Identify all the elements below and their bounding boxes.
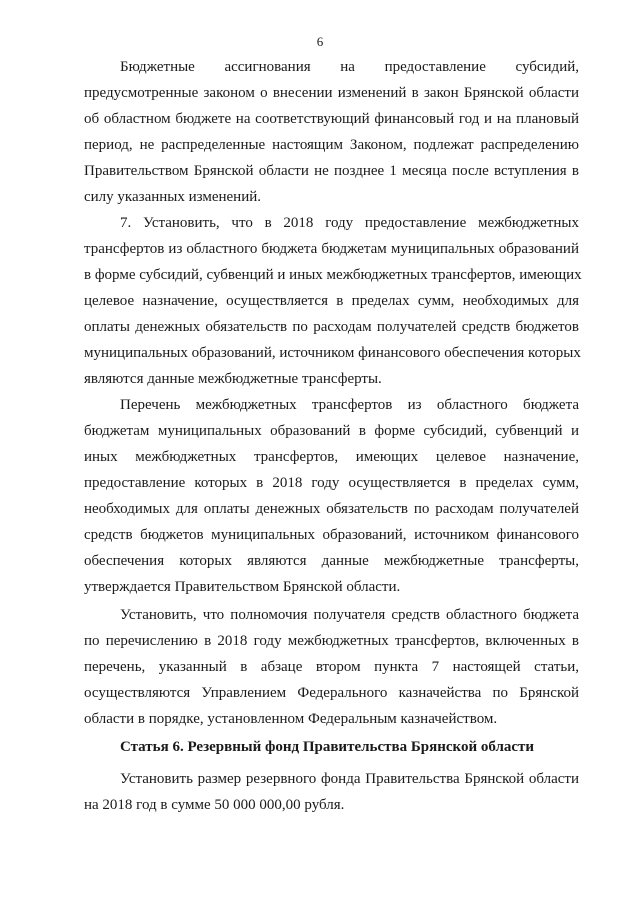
paragraph-3-line-4: предоставление которых в 2018 году осуществляется в пределах сумм, — [84, 475, 579, 491]
paragraph-1-line-4: период, не распределенные настоящим Законом, подлежат распределению — [84, 137, 579, 153]
paragraph-1-line-6: силу указанных изменений. — [84, 189, 262, 205]
paragraph-3-line-7: обеспечения которых являются данные межбюджетные трансферты, — [84, 553, 579, 569]
article-line-2: на 2018 год в сумме 50 000 000,00 рубля. — [84, 797, 345, 813]
paragraph-4-line-2: по перечислению в 2018 году межбюджетных трансфертов, включенных в — [84, 633, 579, 649]
paragraph-1-line-5: Правительством Брянской области не позднее 1 месяца после вступления в — [84, 163, 579, 179]
paragraph-1-line-2: предусмотренные законом о внесении изменений в закон Брянской области — [84, 85, 579, 101]
paragraph-2-line-2: трансфертов из областного бюджета бюджетам муниципальных образований — [84, 241, 579, 257]
paragraph-1-line-3: об областном бюджете на соответствующий финансовый год и на плановый — [84, 111, 579, 127]
paragraph-2-line-4: целевое назначение, осуществляется в пределах сумм, необходимых для — [84, 293, 579, 309]
paragraph-1-line-1: Бюджетные ассигнования на предоставление субсидий, — [120, 59, 579, 75]
paragraph-3-line-3: иных межбюджетных трансфертов, имеющих целевое назначение, — [84, 449, 579, 465]
paragraph-2-line-1: 7. Установить, что в 2018 году предоставление межбюджетных — [120, 215, 579, 231]
paragraph-3-line-1: Перечень межбюджетных трансфертов из областного бюджета — [120, 397, 579, 413]
paragraph-2-line-6: муниципальных образований, источником финансового обеспечения которых — [84, 345, 581, 361]
paragraph-3-line-5: необходимых для оплаты денежных обязательств по расходам получателей — [84, 501, 579, 517]
page-number: 6 — [316, 34, 324, 49]
paragraph-2-line-7: являются данные межбюджетные трансферты. — [84, 371, 382, 387]
paragraph-3-line-2: бюджетам муниципальных образований в форме субсидий, субвенций и — [84, 423, 579, 439]
paragraph-3-line-6: средств бюджетов муниципальных образований, источником финансового — [84, 527, 579, 543]
article-line-1: Установить размер резервного фонда Правительства Брянской области — [120, 771, 579, 787]
paragraph-2-line-3: в форме субсидий, субвенций и иных межбюджетных трансфертов, имеющих — [84, 267, 582, 283]
paragraph-2-line-5: оплаты денежных обязательств по расходам получателей средств бюджетов — [84, 319, 579, 335]
paragraph-4-line-4: осуществляются Управлением Федерального казначейства по Брянской — [84, 685, 579, 701]
paragraph-4-line-1: Установить, что полномочия получателя средств областного бюджета — [120, 607, 579, 623]
paragraph-4-line-3: перечень, указанный в абзаце втором пункта 7 настоящей статьи, — [84, 659, 579, 675]
paragraph-3-line-8: утверждается Правительством Брянской области. — [84, 579, 401, 595]
paragraph-4-line-5: области в порядке, установленном Федеральным казначейством. — [84, 711, 498, 727]
article-heading: Статья 6. Резервный фонд Правительства Брянской области — [120, 739, 535, 755]
